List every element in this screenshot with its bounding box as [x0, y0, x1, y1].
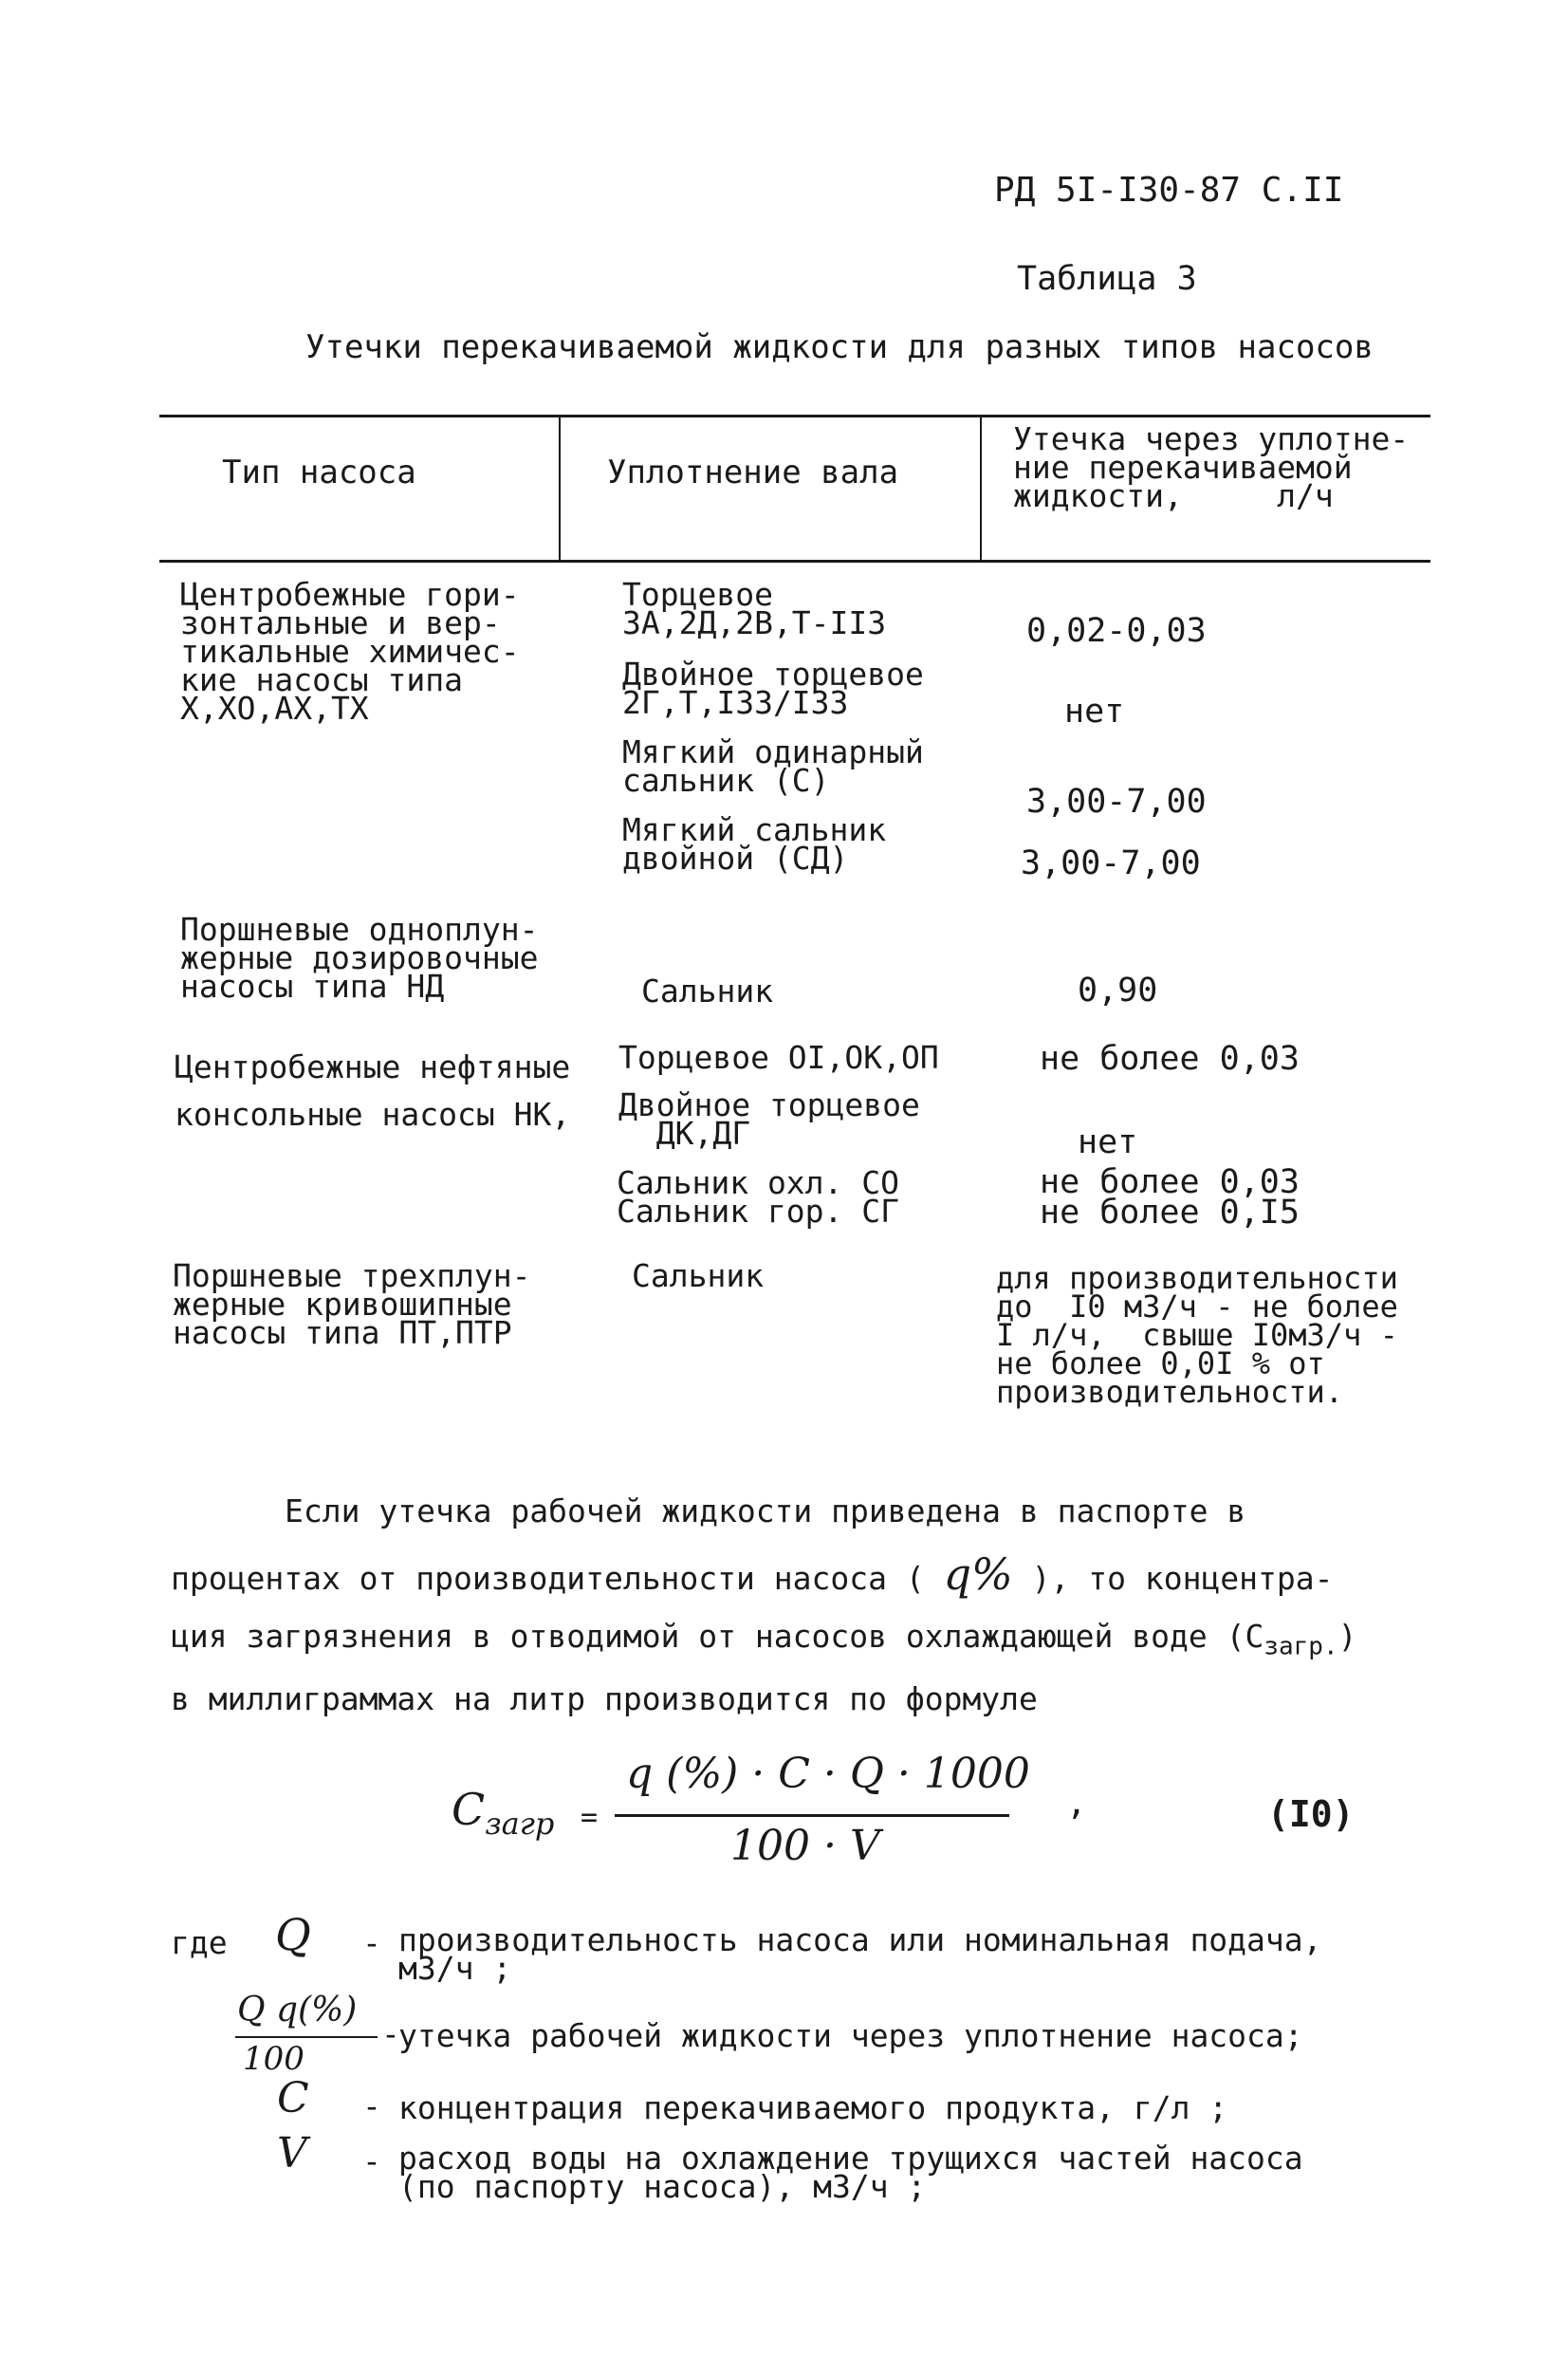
definition-dash: -: [362, 1924, 381, 1961]
leak-cell: 3,00-7,00: [1026, 783, 1207, 821]
definition-symbol: Q: [275, 1909, 311, 1960]
seal-cell: Торцевое ОI,ОК,ОП: [618, 1039, 939, 1076]
leak-cell: нет: [1078, 1123, 1138, 1161]
table-col-divider-1: [559, 417, 561, 562]
definition-text: производительность насоса или номинальная подача, м3/ч ;: [398, 1921, 1322, 1987]
definition-text: концентрация перекачиваемого продукта, г/л ;: [398, 2089, 1228, 2126]
pump-type-centrifugal-oil: Центробежные нефтяные консольные насосы НК,: [175, 1048, 571, 1133]
definition-symbol: V: [277, 2129, 307, 2178]
leak-cell: не более 0,03: [1040, 1163, 1300, 1201]
pump-type-centrifugal-chemical: Центробежные гори- зонтальные и вер- тикальные химичес- кие насосы типа Х,ХО,АХ,ТХ: [180, 576, 520, 727]
formula-comma: ,: [1066, 1784, 1087, 1823]
paragraph-line: ция загрязнения в отводимой от насосов охлаждающей воде $(С_{загр.})$: [171, 1618, 1357, 1661]
definition-dash: -: [362, 2087, 381, 2124]
document-reference: РД 5I-I30-87 С.II: [994, 171, 1344, 210]
formula-fraction-bar: [615, 1814, 1009, 1817]
where-label: где: [171, 1924, 228, 1961]
seal-cell: Сальник охл. СО: [617, 1164, 900, 1201]
definition-symbol: C: [277, 2074, 309, 2122]
pump-type-piston-dosing: Поршневые одноплун- жерные дозировочные насосы типа НД: [180, 911, 539, 1005]
seal-cell: Торцевое ЗА,2Д,2В,Т-II3: [622, 576, 887, 641]
seal-cell: Сальник: [632, 1257, 765, 1294]
seal-cell: Двойное торцевое 2Г,Т,I33/I33: [622, 656, 924, 721]
definition-text: расход воды на охлаждение трущихся частей насоса (по паспорту насоса), м3/ч ;: [398, 2140, 1303, 2205]
seal-cell: Сальник гор. СГ: [617, 1193, 900, 1230]
column-header-leakage: Утечка через уплотне- ние перекачиваемой жидкости, л/ч: [1013, 420, 1410, 514]
seal-cell: Сальник: [641, 973, 774, 1010]
column-header-pump-type: Тип насоса: [222, 454, 416, 491]
leak-cell: нет: [1064, 693, 1125, 731]
table-number: Таблица 3: [1017, 260, 1197, 298]
definition-dash: -: [381, 2015, 400, 2052]
seal-cell: Мягкий сальник двойной (СД): [622, 811, 887, 877]
pump-type-piston-crank: Поршневые трехплун- жерные кривошипные насосы типа ПТ,ПТР: [173, 1257, 531, 1351]
leak-cell: 3,00-7,00: [1021, 844, 1201, 882]
definition-text: утечка рабочей жидкости через уплотнение насоса;: [398, 2017, 1303, 2054]
paragraph-line: в миллиграммах на литр производится по формуле: [171, 1680, 1038, 1717]
formula-equals: =: [581, 1801, 599, 1834]
formula-lhs: $C_{загр}$: [452, 1784, 555, 1843]
paragraph-line: процентах от производительности насоса ( q% ), то концентра-: [171, 1548, 1334, 1600]
percent-symbol: q%: [943, 1548, 1013, 1600]
leak-cell: 0,02-0,03: [1026, 612, 1207, 650]
table-top-rule: [159, 415, 1430, 417]
leak-cell: не более 0,I5: [1040, 1194, 1300, 1232]
paragraph-line: Если утечка рабочей жидкости приведена в паспорте в: [285, 1492, 1246, 1529]
seal-cell: Двойное торцевое ДК,ДГ: [618, 1086, 920, 1152]
definition-symbol-numerator: Q q(%): [237, 1991, 358, 2030]
definition-dash: -: [362, 2142, 381, 2179]
column-header-shaft-seal: Уплотнение вала: [607, 454, 899, 491]
formula-denominator: 100 · V: [730, 1822, 880, 1870]
definition-symbol-denominator: 100: [243, 2040, 304, 2078]
leak-cell: для производительности до I0 м3/ч - не более I л/ч, свыше I0м3/ч - не более 0,0I % от производительности.: [996, 1260, 1398, 1410]
table-col-divider-2: [980, 417, 982, 562]
formula-number: (I0): [1267, 1793, 1355, 1835]
table-title: Утечки перекачиваемой жидкости для разных типов насосов: [305, 328, 1374, 366]
definition-fraction-bar: [235, 2036, 378, 2038]
leak-cell: 0,90: [1078, 972, 1158, 1010]
table-header-rule: [159, 560, 1430, 563]
formula-numerator: q (%) · C · Q · 1000: [626, 1750, 1030, 1798]
leak-cell: не более 0,03: [1040, 1040, 1300, 1078]
seal-cell: Мягкий одинарный сальник (С): [622, 733, 924, 799]
